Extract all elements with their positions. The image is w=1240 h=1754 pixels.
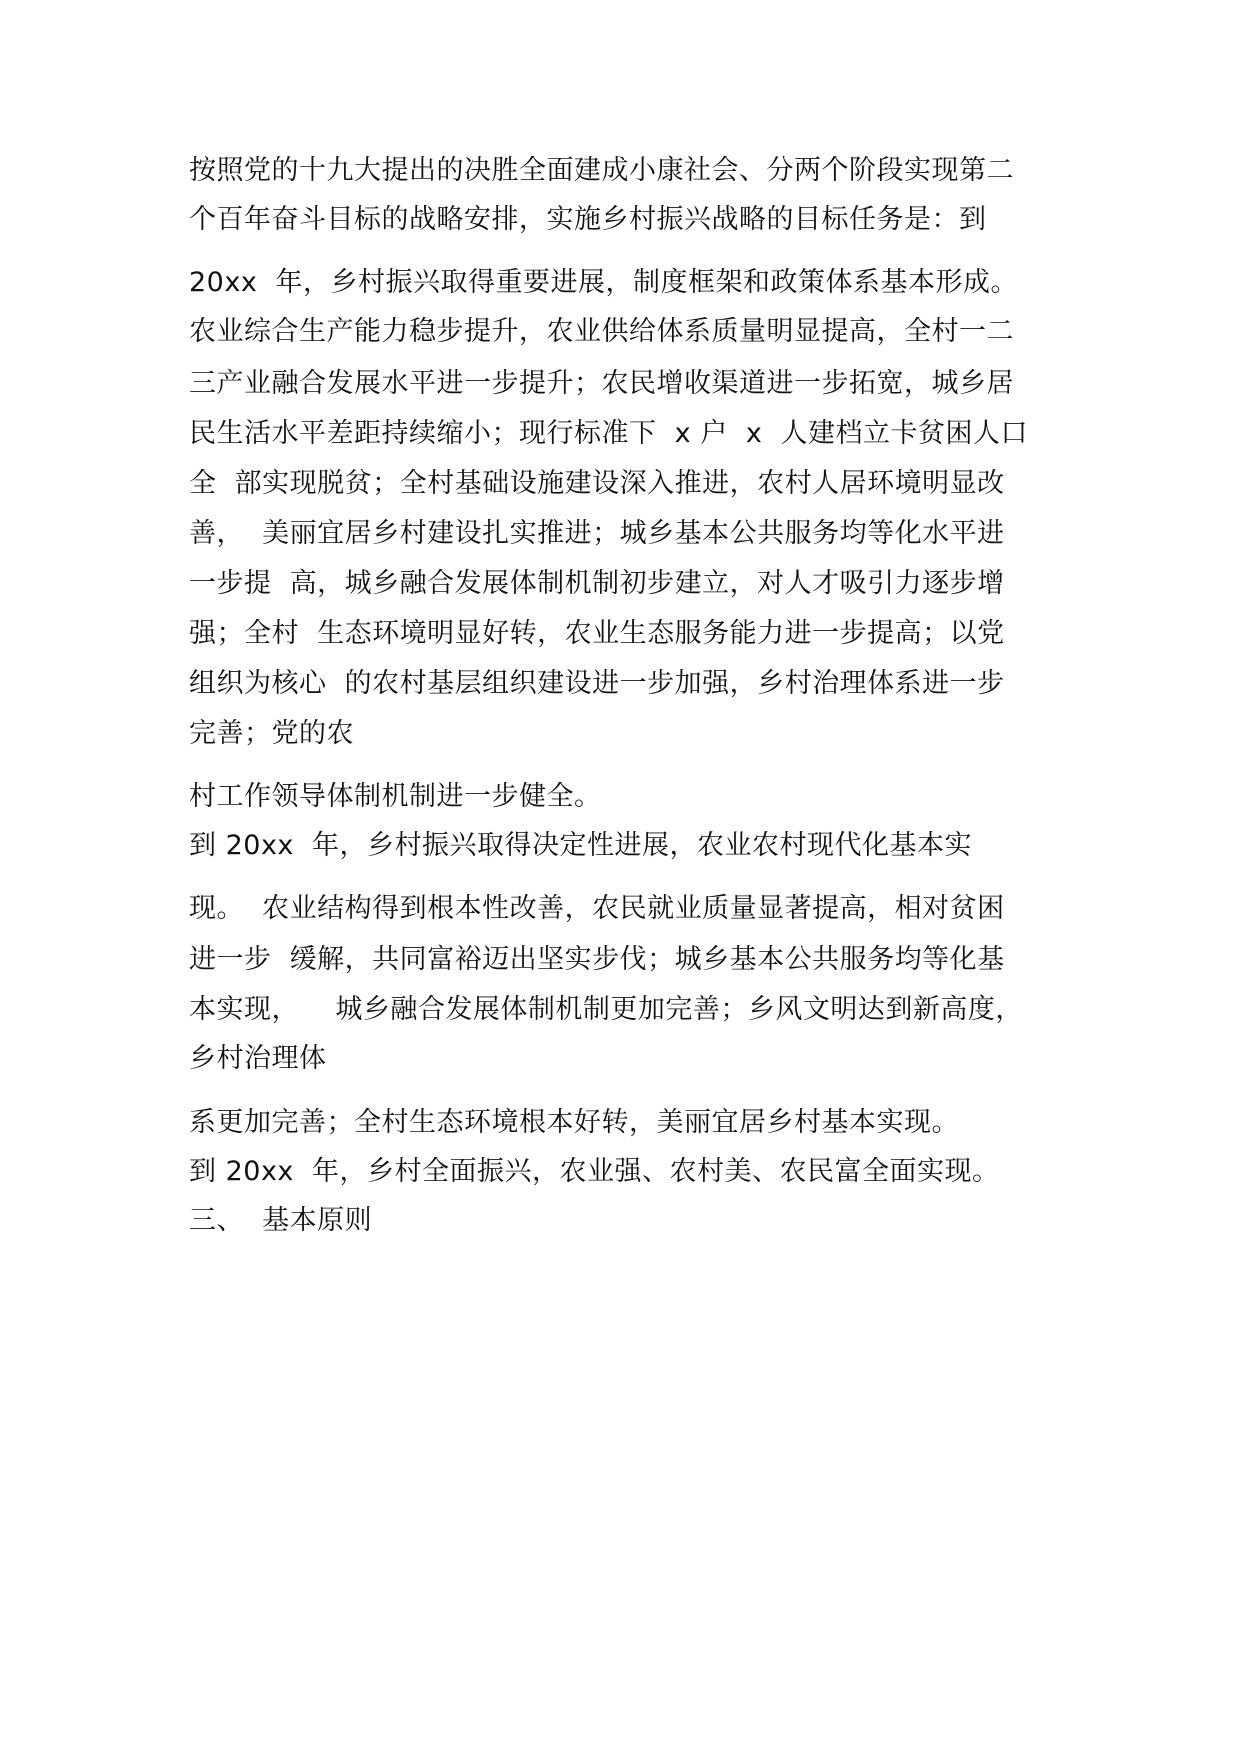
paragraph-line: 民生活水平差距持续缩小；现行标准下 x 户 x 人建档立卡贫困人口 [189, 418, 1029, 449]
paragraph-line: 强；全村 生态环境明显好转，农业生态服务能力进一步提高；以党 [189, 618, 1005, 649]
paragraph-line: 到 20xx 年，乡村振兴取得决定性进展，农业农村现代化基本实 [189, 830, 973, 861]
paragraph-line: 一步提 高，城乡融合发展体制机制初步建立，对人才吸引力逐步增 [189, 568, 1005, 599]
paragraph-line: 乡村治理体 [189, 1043, 327, 1074]
paragraph-line: 村工作领导体制机制进一步健全。 [189, 781, 602, 812]
paragraph-line: 现。 农业结构得到根本性改善，农民就业质量显著提高，相对贫困 [189, 893, 1005, 924]
paragraph-line: 按照党的十九大提出的决胜全面建成小康社会、分两个阶段实现第二 [189, 155, 1014, 186]
paragraph-line: 个百年奋斗目标的战略安排，实施乡村振兴战略的目标任务是：到 [189, 204, 987, 235]
paragraph-line: 进一步 缓解，共同富裕迈出坚实步伐；城乡基本公共服务均等化基 [189, 944, 1005, 975]
paragraph-line: 组织为核心 的农村基层组织建设进一步加强，乡村治理体系进一步 [189, 668, 1005, 699]
paragraph-line: 三产业融合发展水平进一步提升；农民增收渠道进一步拓宽，城乡居 [189, 368, 1014, 399]
paragraph-line: 系更加完善；全村生态环境根本好转，美丽宜居乡村基本实现。 [189, 1107, 959, 1138]
paragraph-line: 本实现， 城乡融合发展体制机制更加完善；乡风文明达到新高度， [189, 994, 1023, 1025]
paragraph-line: 农业综合生产能力稳步提升，农业供给体系质量明显提高，全村一二 [189, 316, 1014, 347]
section-heading: 三、 基本原则 [189, 1205, 373, 1236]
paragraph-line: 20xx 年，乡村振兴取得重要进展，制度框架和政策体系基本形成。 [189, 267, 1018, 298]
paragraph-line: 完善；党的农 [189, 718, 354, 749]
paragraph-line: 全 部实现脱贫；全村基础设施建设深入推进，农村人居环境明显改 [189, 468, 1005, 499]
paragraph-line: 到 20xx 年，乡村全面振兴，农业强、农村美、农民富全面实现。 [189, 1156, 1000, 1187]
paragraph-line: 善， 美丽宜居乡村建设扎实推进；城乡基本公共服务均等化水平进 [189, 518, 1005, 549]
